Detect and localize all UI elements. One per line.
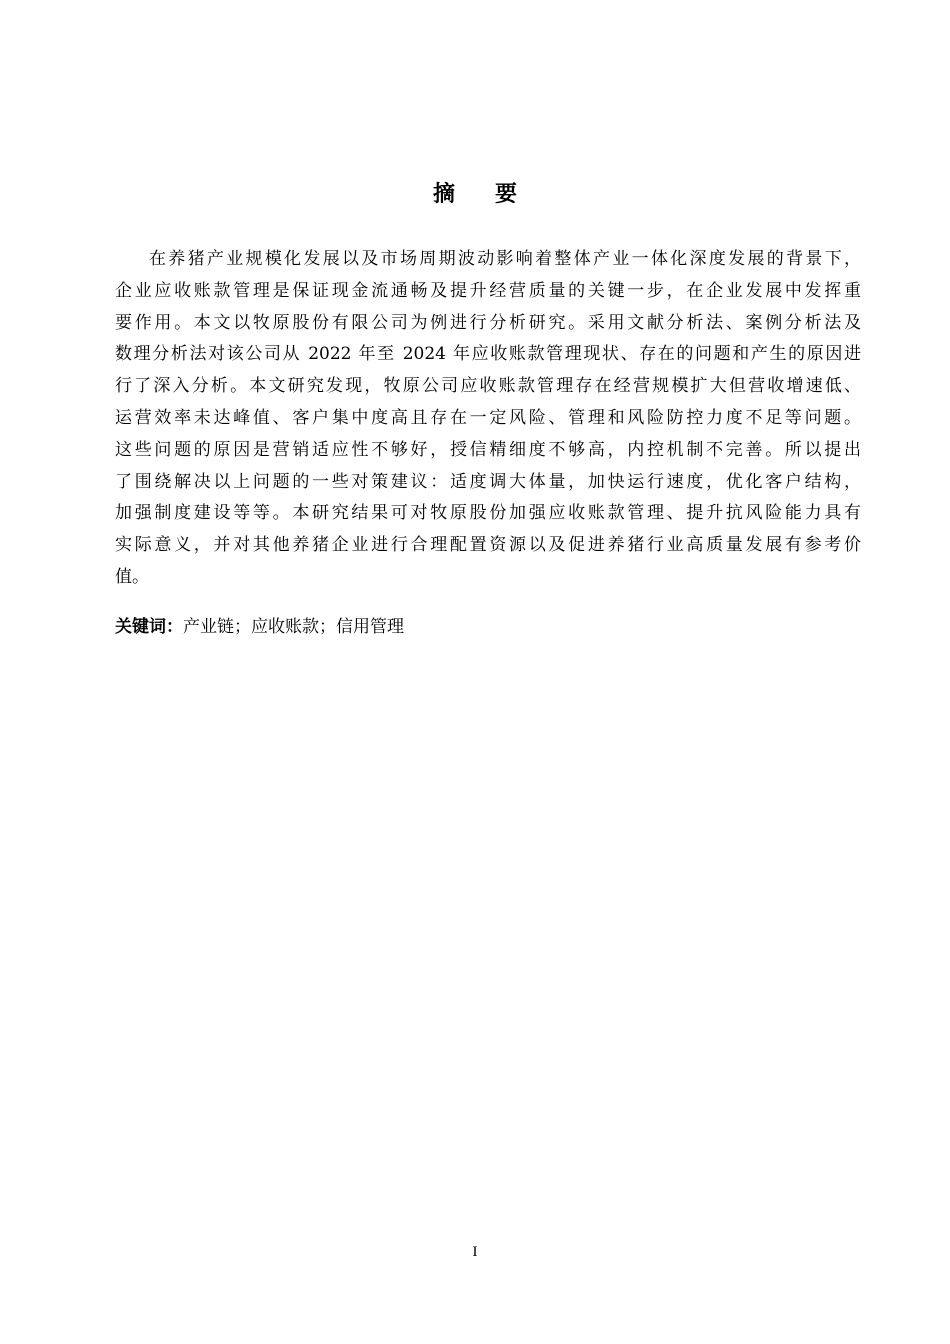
abstract-line: 运营效率未达峰值、客户集中度高且存在一定风险、管理和风险防控力度不足等问题。 bbox=[115, 407, 861, 428]
abstract-title bbox=[0, 181, 950, 209]
abstract-title-part2: 要 bbox=[495, 182, 518, 207]
abstract-title-part1: 摘 bbox=[432, 182, 455, 207]
abstract-line: 企业应收账款管理是保证现金流通畅及提升经营质量的关键一步，在企业发展中发挥重 bbox=[115, 280, 861, 301]
keywords-text: 产业链；应收账款；信用管理 bbox=[183, 617, 404, 637]
abstract-line: 在养猪产业规模化发展以及市场周期波动影响着整体产业一体化深度发展的背景下， bbox=[149, 249, 861, 269]
abstract-line: 这些问题的原因是营销适应性不够好，授信精细度不够高，内控机制不完善。所以提出 bbox=[115, 439, 861, 460]
abstract-line: 加强制度建设等等。本研究结果可对牧原股份加强应收账款管理、提升抗风险能力具有 bbox=[115, 503, 861, 524]
abstract-line: 数理分析法对该公司从 2022 年至 2024 年应收账款管理现状、存在的问题和产生的原因进 bbox=[115, 344, 861, 365]
abstract-body bbox=[115, 244, 861, 594]
abstract-line: 要作用。本文以牧原股份有限公司为例进行分析研究。采用文献分析法、案例分析法及 bbox=[115, 312, 861, 333]
abstract-line: 值。 bbox=[115, 566, 149, 587]
abstract-line: 行了深入分析。本文研究发现，牧原公司应收账款管理存在经营规模扩大但营收增速低、 bbox=[115, 376, 861, 397]
page-number: I bbox=[472, 1244, 478, 1260]
abstract-line: 了围绕解决以上问题的一些对策建议：适度调大体量，加快运行速度，优化客户结构， bbox=[115, 471, 861, 492]
keywords-line bbox=[115, 613, 404, 641]
keywords-label: 关键词： bbox=[115, 617, 183, 637]
abstract-line: 实际意义，并对其他养猪企业进行合理配置资源以及促进养猪行业高质量发展有参考价 bbox=[115, 535, 861, 556]
